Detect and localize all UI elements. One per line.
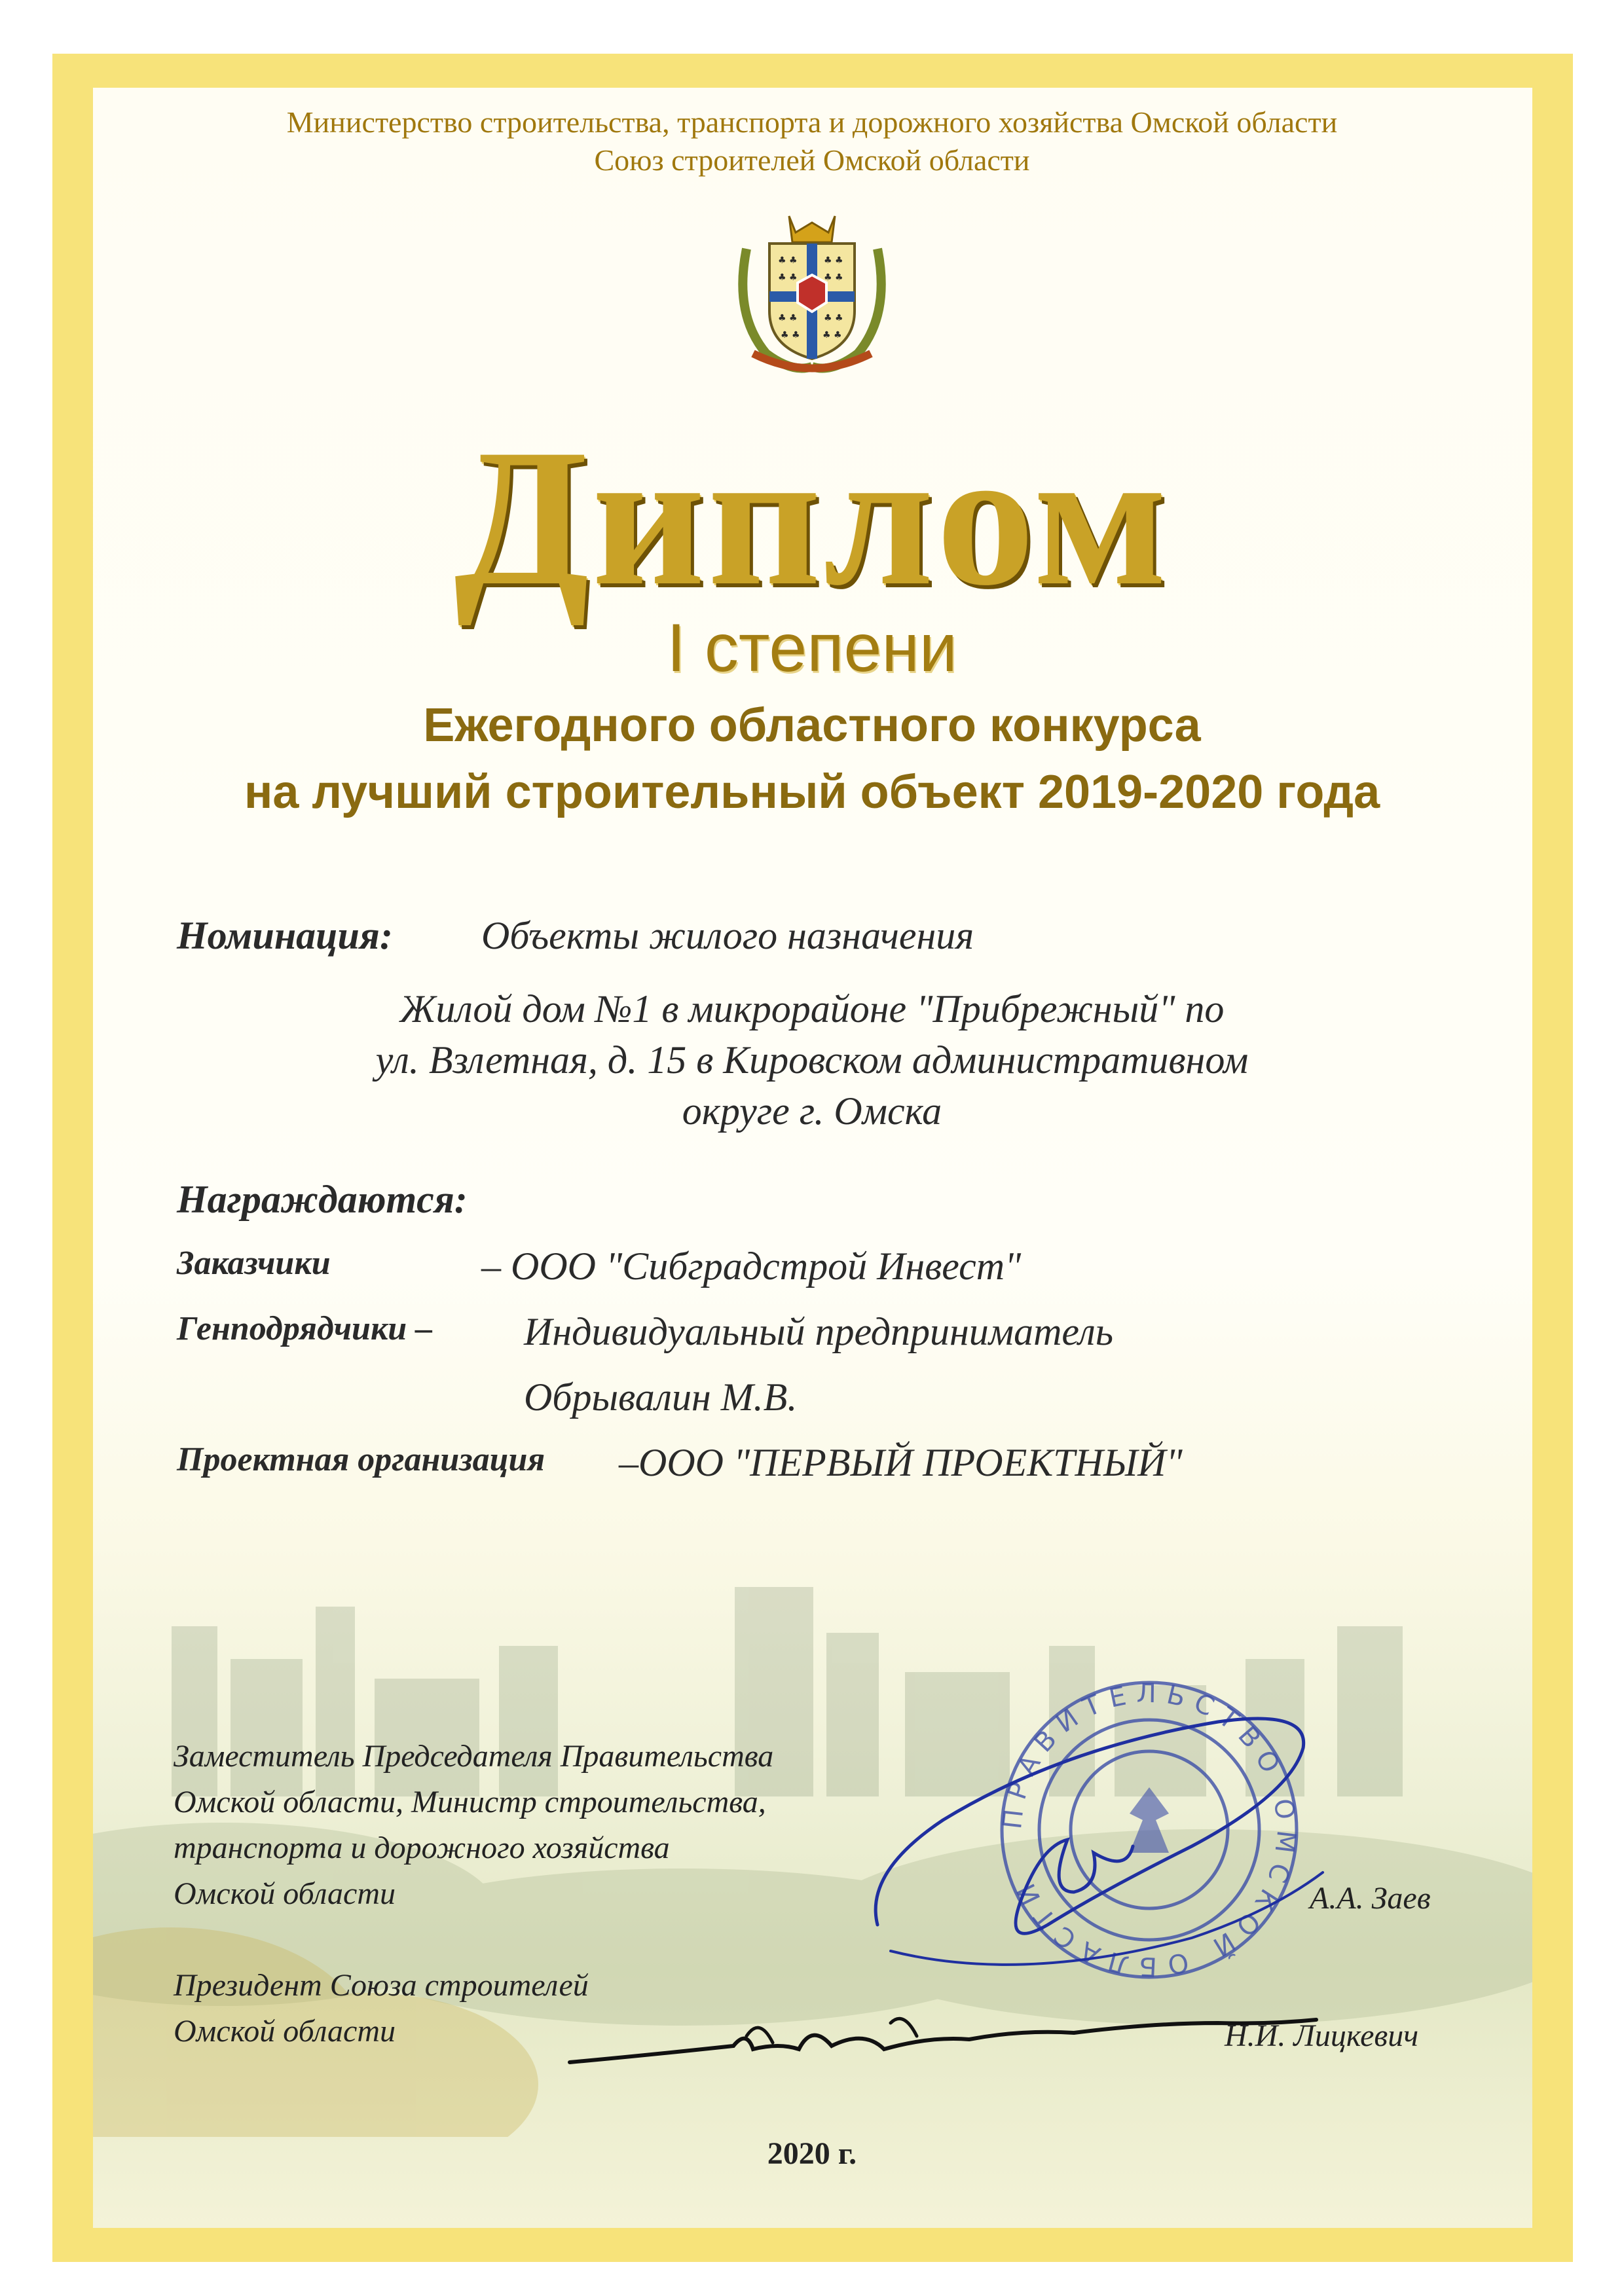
issue-year: 2020 г. — [767, 2136, 857, 2171]
diploma-degree: I степени — [667, 610, 957, 686]
contest-line-2: на лучший строительный объект 2019-2020 года — [244, 766, 1380, 818]
signatory-1-name: А.А. Заев — [1310, 1881, 1431, 1916]
design-org-value: –ООО "ПЕРВЫЙ ПРОЕКТНЫЙ" — [619, 1441, 1183, 1484]
contractor-value-1: Индивидуальный предприниматель — [524, 1310, 1114, 1353]
signatory-2-title-line-1: Президент Союза строителей — [174, 1968, 589, 2003]
contest-line-1: Ежегодного областного конкурса — [423, 699, 1201, 752]
nomination-value: Объекты жилого назначения — [481, 914, 974, 957]
union-header: Союз строителей Омской области — [594, 143, 1030, 177]
customer-value: – ООО "Сибградстрой Инвест" — [481, 1245, 1022, 1288]
object-line-3: округе г. Омска — [682, 1089, 942, 1133]
signatory-2-name: Н.И. Лицкевич — [1225, 2018, 1419, 2053]
signatory-2-title-line-2: Омской области — [174, 2014, 396, 2049]
signature-zaev-icon — [851, 1676, 1349, 2003]
signatory-1-title-line-3: транспорта и дорожного хозяйства — [174, 1831, 670, 1865]
signatory-1-title-line-2: Омской области, Министр строительства, — [174, 1785, 766, 1819]
ministry-header: Министерство строительства, транспорта и дорожного хозяйства Омской области — [286, 105, 1338, 139]
signature-litskevich-icon — [563, 1984, 1349, 2088]
svg-text:♣ ♣: ♣ ♣ — [778, 272, 798, 283]
svg-text:♣ ♣: ♣ ♣ — [822, 330, 842, 340]
svg-text:♣ ♣: ♣ ♣ — [824, 313, 843, 323]
design-org-label: Проектная организация — [177, 1441, 545, 1478]
contractor-value-2: Обрывалин М.В. — [524, 1376, 798, 1419]
object-line-1: Жилой дом №1 в микрорайоне "Прибрежный" по — [399, 987, 1225, 1030]
awarded-label: Награждаются: — [177, 1178, 468, 1221]
svg-text:♣ ♣: ♣ ♣ — [778, 255, 798, 266]
customer-label: Заказчики — [177, 1245, 331, 1282]
signatory-1-title-line-1: Заместитель Председателя Правительства — [174, 1739, 774, 1774]
svg-text:♣ ♣: ♣ ♣ — [781, 330, 800, 340]
signatory-1-title-line-4: Омской области — [174, 1876, 396, 1911]
svg-text:♣ ♣: ♣ ♣ — [824, 272, 843, 283]
object-line-2: ул. Взлетная, д. 15 в Кировском административном — [375, 1038, 1249, 1082]
diploma-title: Диплом — [454, 409, 1170, 626]
svg-text:♣ ♣: ♣ ♣ — [824, 255, 843, 266]
nomination-label: Номинация: — [177, 914, 393, 957]
stamp-ring-text: ПРАВИТЕЛЬСТВО ОМСКОЙ ОБЛАСТИ — [997, 1678, 1302, 1982]
omsk-coat-of-arms-icon — [727, 203, 897, 380]
contractor-label: Генподрядчики – — [177, 1310, 433, 1347]
svg-text:♣ ♣: ♣ ♣ — [778, 313, 798, 323]
